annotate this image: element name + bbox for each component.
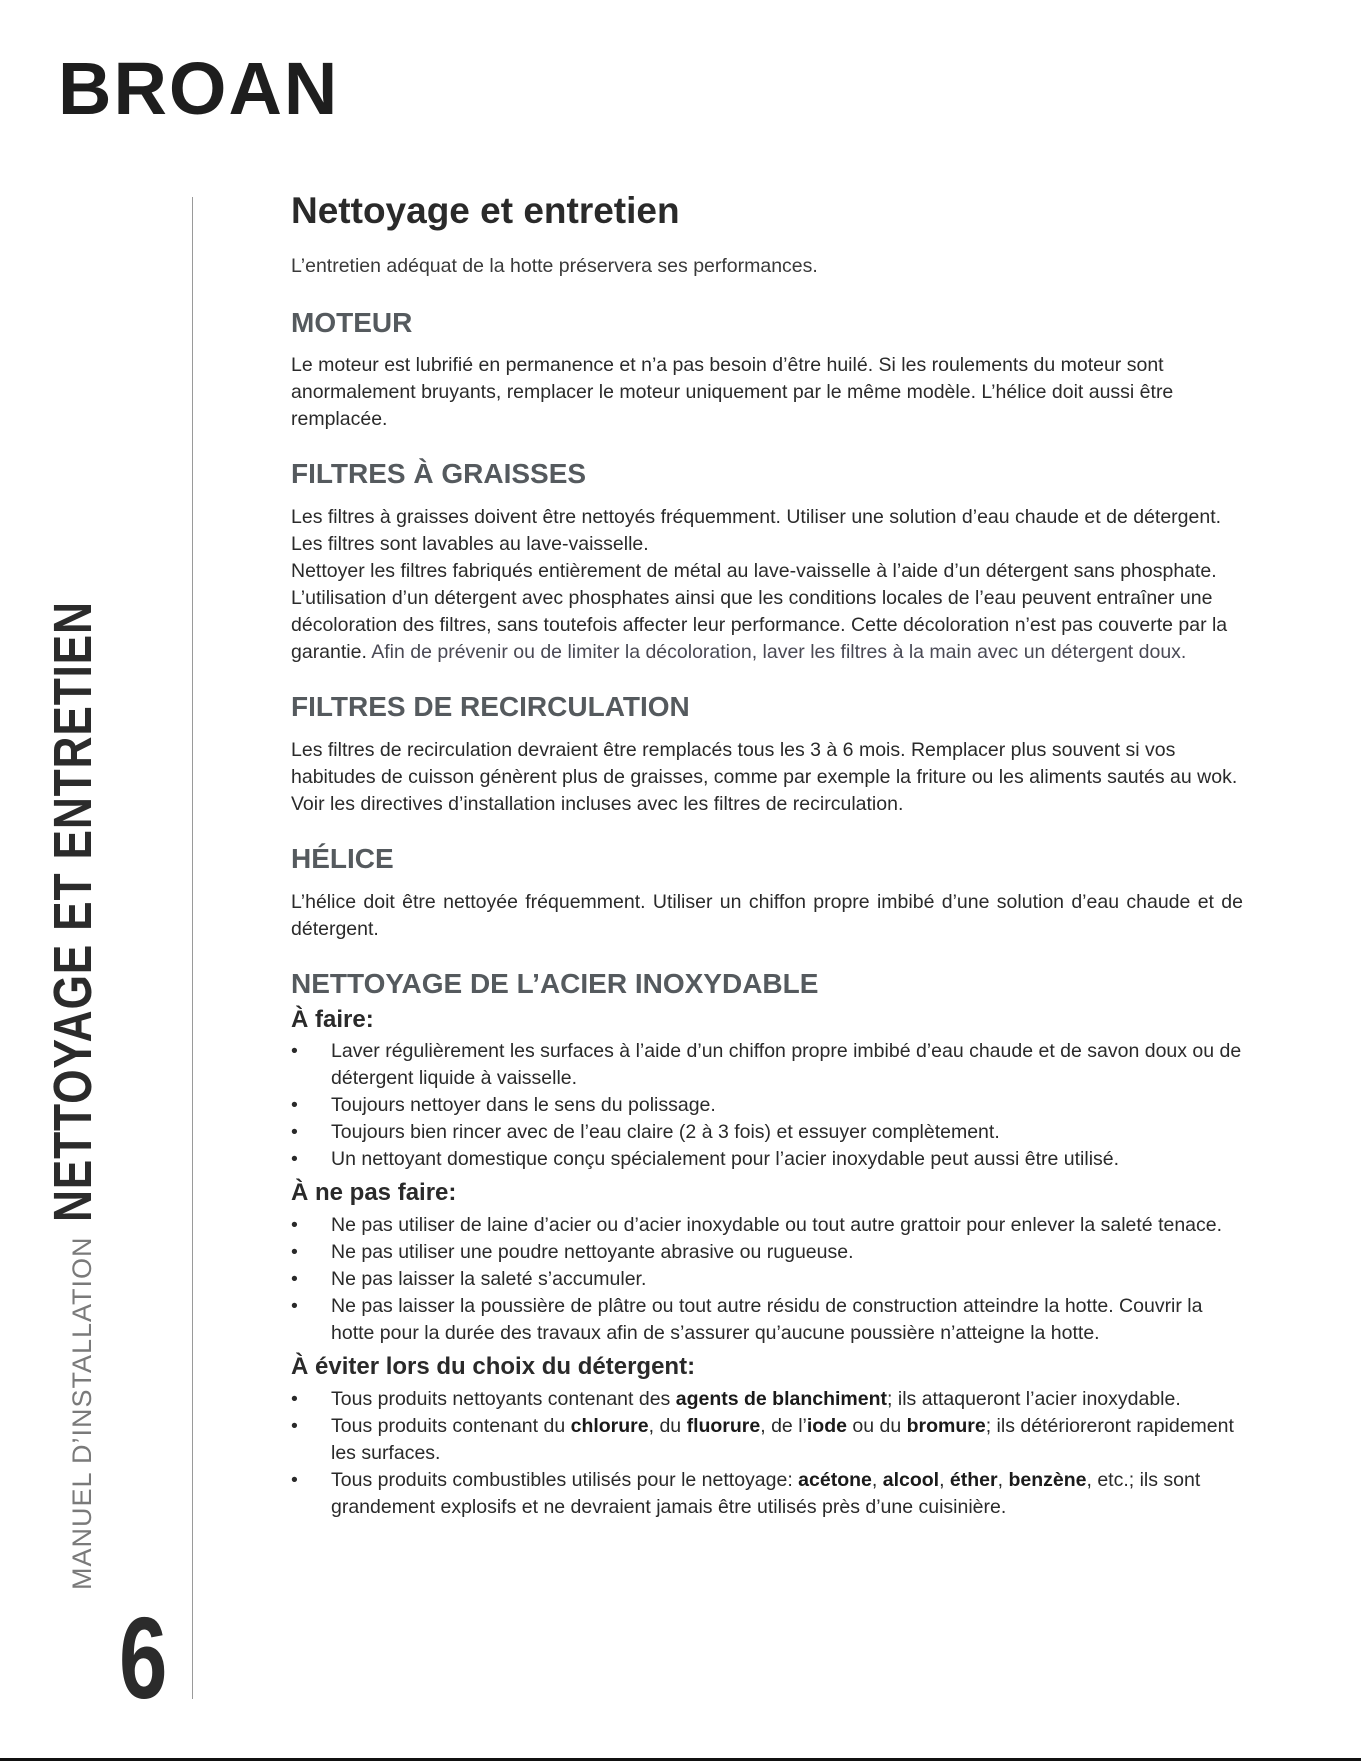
- list-item: [291, 1467, 1243, 1521]
- section-inox: [291, 969, 1243, 1521]
- text-fragment: Tous produits combustibles utilisés pour le nettoyage:: [331, 1468, 799, 1491]
- text-fragment: , etc.; ils sont grandement explosifs et ne devraient jamais être utilisés près d’une cuisinière.: [331, 1468, 1201, 1518]
- logo-text: BROAN: [58, 52, 340, 122]
- text-fragment: ,: [871, 1468, 883, 1491]
- heading-a-eviter: À éviter lors du choix du détergent:: [291, 1353, 696, 1381]
- text-moteur: Le moteur est lubrifié en permanence et n’a pas besoin d’être huilé. Si les roulements du moteur sont anormalement bruyants, remplacer le moteur uniquement par le même modèle. L’hélice doit aussi être remplacée.: [291, 354, 1174, 431]
- bold-term: bromure: [906, 1414, 986, 1437]
- text-fragment: , du: [648, 1414, 687, 1437]
- text-fragment: , de l’: [760, 1414, 807, 1437]
- section-filtres-graisses: [291, 459, 1243, 666]
- text-fragment: ou du: [846, 1414, 907, 1437]
- text-filtres-graisses-2b: Afin de prévenir ou de limiter la décoloration, laver les filtres à la main avec un détergent doux.: [371, 641, 1187, 664]
- heading-inox: NETTOYAGE DE L’ACIER INOXYDABLE: [291, 967, 819, 999]
- text-helice: L’hélice doit être nettoyée fréquemment. Utiliser un chiffon propre imbibé d’une solution d’eau chaude et de détergent.: [291, 890, 1243, 940]
- section-filtres-recirculation: [291, 692, 1243, 818]
- list-a-ne-pas-faire: [291, 1212, 1243, 1347]
- bold-term: agents de blanchiment: [675, 1387, 888, 1410]
- heading-a-faire: À faire:: [291, 1005, 374, 1033]
- list-item: • Un nettoyant domestique conçu spécialement pour l’acier inoxydable peut aussi être utilisé.: [291, 1146, 1243, 1173]
- text-fragment: ; ils détérioreront rapidement les surfaces.: [331, 1414, 1234, 1464]
- section-moteur: [291, 308, 1243, 434]
- list-item: • Ne pas laisser la poussière de plâtre ou tout autre résidu de construction atteindre la hotte. Couvrir la hotte pour la durée des travaux afin de s’assurer qu’aucune poussière n’atteigne la hotte.: [291, 1293, 1243, 1347]
- text-fragment: Tous produits nettoyants contenant des: [331, 1387, 676, 1410]
- text-fragment: ; ils attaqueront l’acier inoxydable.: [887, 1387, 1181, 1410]
- broan-logo-graphic: [58, 52, 368, 122]
- section-helice: [291, 844, 1243, 943]
- heading-filtres-graisses: FILTRES À GRAISSES: [291, 458, 587, 490]
- bold-term: benzène: [1008, 1468, 1087, 1491]
- bold-term: acétone: [798, 1468, 872, 1491]
- heading-filtres-recirculation: FILTRES DE RECIRCULATION: [291, 691, 690, 723]
- page-title: Nettoyage et entretien: [291, 190, 680, 231]
- list-item: • Toujours bien rincer avec de l’eau claire (2 à 3 fois) et essuyer complètement.: [291, 1119, 1243, 1146]
- bold-term: alcool: [882, 1468, 940, 1491]
- heading-helice: HÉLICE: [291, 842, 394, 874]
- bold-term: éther: [949, 1468, 998, 1491]
- list-item: • Laver régulièrement les surfaces à l’aide d’un chiffon propre imbibé d’eau chaude et de savon doux ou de détergent liquide à vaisselle.: [291, 1038, 1243, 1092]
- list-a-eviter: [291, 1386, 1243, 1521]
- text-filtres-graisses-2a: Nettoyer les filtres fabriqués entièrement de métal au lave-vaisselle à l’aide d’un détergent sans phosphate. L’utilisation d’un détergent avec phosphates ainsi que les conditions locales de l’eau peuvent entraîner une décoloration des filtres, sans toutefois affecter leur performance. Cette décoloration n’est pas couverte par la garantie.: [291, 560, 1228, 664]
- page-number: 6: [119, 1593, 168, 1723]
- list-item: • Ne pas utiliser une poudre nettoyante abrasive ou rugueuse.: [291, 1239, 1243, 1266]
- text-filtres-graisses-2: [291, 558, 1243, 666]
- text-fragment: Tous produits contenant du: [331, 1414, 571, 1437]
- list-item: • Ne pas laisser la saleté s’accumuler.: [291, 1266, 1243, 1293]
- manual-label: MANUEL D’INSTALLATION: [67, 1236, 97, 1590]
- main-content: [291, 190, 1243, 1547]
- text-fragment: ,: [939, 1468, 950, 1491]
- broan-logo: [58, 52, 368, 122]
- text-filtres-recirculation: Les filtres de recirculation devraient être remplacés tous les 3 à 6 mois. Remplacer plus souvent si vos habitudes de cuisson génèrent plus de graisses, comme par exemple la friture ou les aliments sautés au wok. Voir les directives d’installation incluses avec les filtres de recirculation.: [291, 738, 1238, 815]
- bold-term: iode: [806, 1414, 847, 1437]
- text-filtres-graisses-1: Les filtres à graisses doivent être nettoyés fréquemment. Utiliser une solution d’eau chaude et de détergent. Les filtres sont lavables au lave-vaisselle.: [291, 506, 1222, 556]
- list-item: • Ne pas utiliser de laine d’acier ou d’acier inoxydable ou tout autre grattoir pour enlever la saleté tenace.: [291, 1212, 1243, 1239]
- list-a-faire: [291, 1038, 1243, 1173]
- list-item: • Toujours nettoyer dans le sens du polissage.: [291, 1092, 1243, 1119]
- sidebar-divider: [192, 197, 193, 1699]
- intro-text: L’entretien adéquat de la hotte préservera ses performances.: [291, 254, 818, 277]
- heading-a-ne-pas-faire: À ne pas faire:: [291, 1179, 457, 1207]
- heading-moteur: MOTEUR: [291, 306, 413, 338]
- text-fragment: ,: [997, 1468, 1009, 1491]
- bold-term: chlorure: [570, 1414, 649, 1437]
- list-item: [291, 1413, 1243, 1467]
- section-label: NETTOYAGE ET ENTRETIEN: [43, 601, 103, 1223]
- bold-term: fluorure: [686, 1414, 761, 1437]
- list-item: [291, 1386, 1243, 1413]
